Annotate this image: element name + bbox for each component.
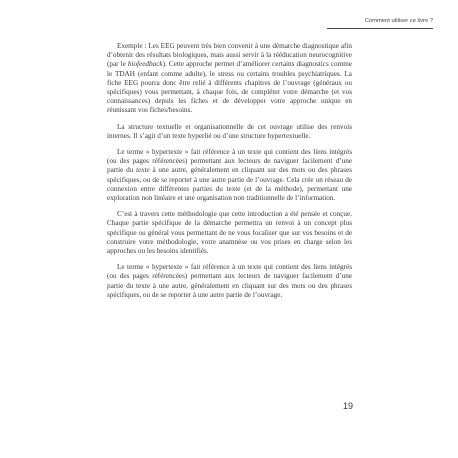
paragraph-text: Le terme « hypertexte » fait référence à un texte qui contient des liens intégrés (ou des pages référencées) permettant aux lecteurs de naviguer facilement d’une partie du — [107, 148, 352, 175]
paragraph-italic-text: texte — [136, 166, 150, 175]
paragraph-hypertext — [107, 148, 352, 203]
page-number: 19 — [342, 401, 353, 411]
paragraph-structure: La structure textuelle et organisationnelle de cet ouvrage utilise des renvois internes. Il s’agit d’un texte hyperlié ou d’une structure hypertextuelle. — [107, 122, 352, 140]
paragraph-methodology: C’est à travers cette méthodologie que cette introduction a été pensée et conçue. Chaque partie spécifique de la démarche permettra un renvoi à un concept plus spécifique ou général vous permettant de ne vous focaliser que sur vos besoins et de construire votre méthodologie, votre anamnèse ou vos prises en charge selon les approches ou les besoins identifiés. — [107, 210, 352, 256]
paragraph-text: Exemple : Les EEG peuvent très bien convenir à une démarche diagnostique afin d’obtenir des résultats biologiques, mais aussi servir à la rééducation neurocognitive (par le — [107, 42, 352, 69]
paragraph-example-eeg — [107, 42, 352, 116]
paragraph-hypertext-repeat: Le terme « hypertexte » fait référence à un texte qui contient des liens intégrés (ou des pages référencées) permettant aux lecteurs de naviguer facilement d’une partie du texte à une autre, généralement en cliquant sur des mots ou des phrases spécifiques, ou de se reporter à une autre partie de l’ouvrage. — [107, 263, 352, 299]
running-header — [327, 16, 433, 29]
paragraph-text: à une autre, généralement en cliquant sur des mots ou des phrases spécifiques, ou de se reporter à une autre partie de l’ouvrage. Cela crée un réseau de connexion entre différentes parties du texte (et de la méthode), permettant une exploration non linéaire et une organisation non traditionnelle de l’information. — [107, 166, 352, 203]
page-body — [107, 42, 352, 307]
paragraph-text: ). Cette approche permet d’améliorer certains diagnostics comme le TDAH (enfant comme adulte), le stress ou certains troubles psychiatriques. La fiche EEG pourra donc être relié à différents chapitres de l’ouvrage (généraux ou spécifiques) vous permettant, à chaque fois, de compléter votre démarche (et vos connaissances) depuis les fiches et de développer votre approche unique en réunissant vos fiches/besoins. — [107, 60, 352, 115]
paragraph-italic-text: biofeedback — [127, 60, 163, 69]
running-title: Comment utiliser ce livre ? — [364, 18, 433, 24]
